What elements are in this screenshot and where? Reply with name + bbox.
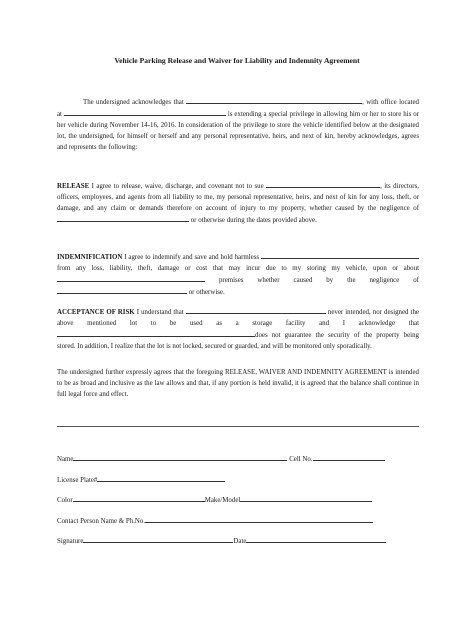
contact-label: Contact Person Name & Ph.No.	[57, 518, 146, 525]
color-row	[57, 495, 372, 504]
indemnification-text-1: I agree to indemnify and save and hold harmless	[124, 254, 260, 261]
company-name-blank[interactable]	[186, 97, 362, 104]
indemnification-paragraph	[57, 252, 419, 299]
signature-label: Signature	[57, 538, 84, 545]
office-address-blank[interactable]	[64, 109, 226, 116]
risk-guarantee-blank[interactable]	[57, 330, 255, 337]
indemnification-party-blank[interactable]	[261, 252, 419, 259]
risk-heading: ACCEPTANCE OF RISK	[57, 309, 135, 316]
document-title: Vehicle Parking Release and Waiver for Liability and Indemnity Agreement	[114, 56, 360, 65]
release-negligence-blank[interactable]	[57, 215, 189, 222]
risk-text-2: never intended, nor designed the above mentioned lot to be used as a storage facility and I acknowledge that	[57, 309, 419, 327]
date-label: Date	[233, 538, 247, 545]
risk-text-3: does not guarantee the security of the property being stored. In addition, I realize that the lot is not locked, secured or guarded, and will be monitored only sporadically.	[57, 331, 419, 350]
intro-text-4: is extending a special privilege in allowing him or her to store his or her vehicle during November 14-16, 2016. In consideration of the privilege to store the vehicle identified below at the designated lot, the undersigned, for himself or herself and any personal representative, heirs, and next of kin, hereby acknowledges, agrees and represents the following:	[57, 110, 419, 151]
intro-text-3: office located at	[57, 99, 419, 118]
release-text-2: , its directors, officers, employees, and agents from all liability to me, my personal representative, heirs, and next of kin for any loss, theft, or damage, and any claim or demands therefore on account of injury to my property, whether caused by the negligence of	[57, 183, 419, 212]
plate-row	[57, 475, 225, 484]
make-field[interactable]	[240, 495, 372, 502]
premises-blank[interactable]	[57, 275, 205, 282]
signature-field[interactable]	[83, 536, 233, 543]
color-label: Color	[57, 497, 73, 504]
contact-row	[57, 516, 373, 525]
cell-label: Cell No.	[289, 456, 313, 463]
intro-text-1: The undersigned acknowledges that	[83, 99, 184, 106]
release-text-1: I agree to release, waive, discharge, and covenant not to sue	[91, 183, 264, 190]
risk-party-blank[interactable]	[186, 307, 326, 314]
release-party-blank[interactable]	[266, 181, 380, 188]
risk-text-1: I understand that	[136, 309, 184, 316]
risk-paragraph	[57, 307, 419, 353]
cell-field[interactable]	[313, 454, 385, 461]
contact-field[interactable]	[145, 516, 373, 523]
color-field[interactable]	[73, 495, 205, 502]
plate-field[interactable]	[97, 475, 225, 482]
release-paragraph	[57, 181, 419, 227]
indemnification-text-4: or otherwise.	[188, 288, 225, 296]
signature-row	[57, 536, 386, 545]
indemnification-text-3: premises whether caused by the negligence of	[218, 276, 419, 284]
release-heading: RELEASE	[57, 183, 90, 190]
intro-paragraph	[57, 97, 419, 154]
name-row	[57, 454, 385, 463]
intro-text-2: , with	[362, 99, 379, 106]
make-label: Make/Model	[204, 497, 241, 504]
plate-label: License Plate#	[57, 477, 98, 484]
section-divider	[57, 426, 419, 427]
closing-paragraph: The undersigned further expressly agrees that the foregoing RELEASE, WAIVER AND INDEMNITY AGREEMENT is intended to be as broad and inclusive as the law allows and that, if any portion is held invalid, it is agreed that the balance shall continue in full legal force and effect.	[57, 369, 419, 398]
indemnification-heading: INDEMNIFICATION	[57, 254, 123, 261]
name-label: Name	[57, 456, 74, 463]
indemnification-text-2: from any loss, liability, theft, damage or cost that may incur due to my storing my vehicle, upon or about	[57, 264, 419, 272]
indemnification-negligence-blank[interactable]	[57, 287, 187, 294]
date-field[interactable]	[246, 536, 386, 543]
name-field[interactable]	[73, 454, 287, 461]
release-text-3: or otherwise during the dates provided above.	[190, 216, 317, 224]
